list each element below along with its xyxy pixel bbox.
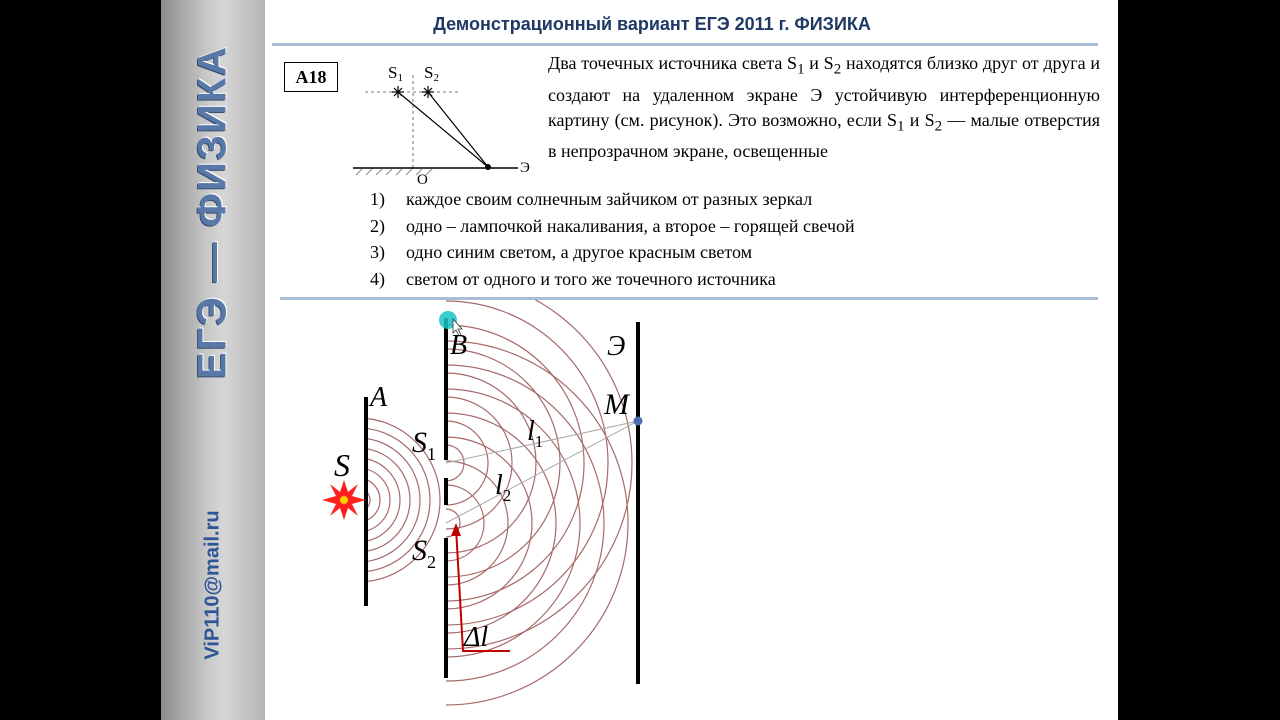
small-screen-label: Э [520,160,530,176]
label-l2: $l_2$ [495,470,512,505]
question-text: Два точечных источника света $S_1$ и $S_2$ находятся близко друг от друга и создают на удаленном экране Э устойчивую интерференционную картину (см. рисунок). Это возможно, если $S_1$ и $S_2$ — малые отверстия в непрозрачном экране, освещенные [548,53,1100,162]
point-m [634,417,643,426]
sidebar-title: ЕГЭ — ФИЗИКА [190,44,235,380]
label-e: Э [607,331,626,362]
small-s2-label: S2 [424,63,439,84]
answer-option-4[interactable]: 4) светом от одного и того же точечного источника [370,268,776,289]
small-s1-label: S1 [388,63,403,84]
s2-star-icon [422,86,434,98]
interference-diagram [260,277,643,705]
answer-option-2[interactable]: 2) одно – лампочкой накаливания, а второе – горящей свечой [370,215,855,236]
answer-option-1[interactable]: 1) каждое своим солнечным зайчиком от разных зеркал [370,189,813,209]
source-core [340,496,348,504]
label-slit2: $S_2$ [412,534,436,572]
small-figure [353,63,530,188]
page-title: Демонстрационный вариант ЕГЭ 2011 г. ФИЗИКА [433,14,871,34]
answer-option-3[interactable]: 3) одно синим светом, а другое красным светом [370,242,753,262]
label-delta-l: Δl [464,622,489,653]
label-l1: $l_1$ [527,416,544,451]
label-b: B [450,330,468,361]
task-number: А18 [284,62,338,92]
label-slit1: $S_1$ [412,426,436,464]
label-m: M [604,388,629,421]
label-source: S [334,447,350,483]
label-a: A [370,382,388,413]
small-origin-label: O [417,172,428,188]
sidebar-email: ViP110@mail.ru [201,510,224,660]
